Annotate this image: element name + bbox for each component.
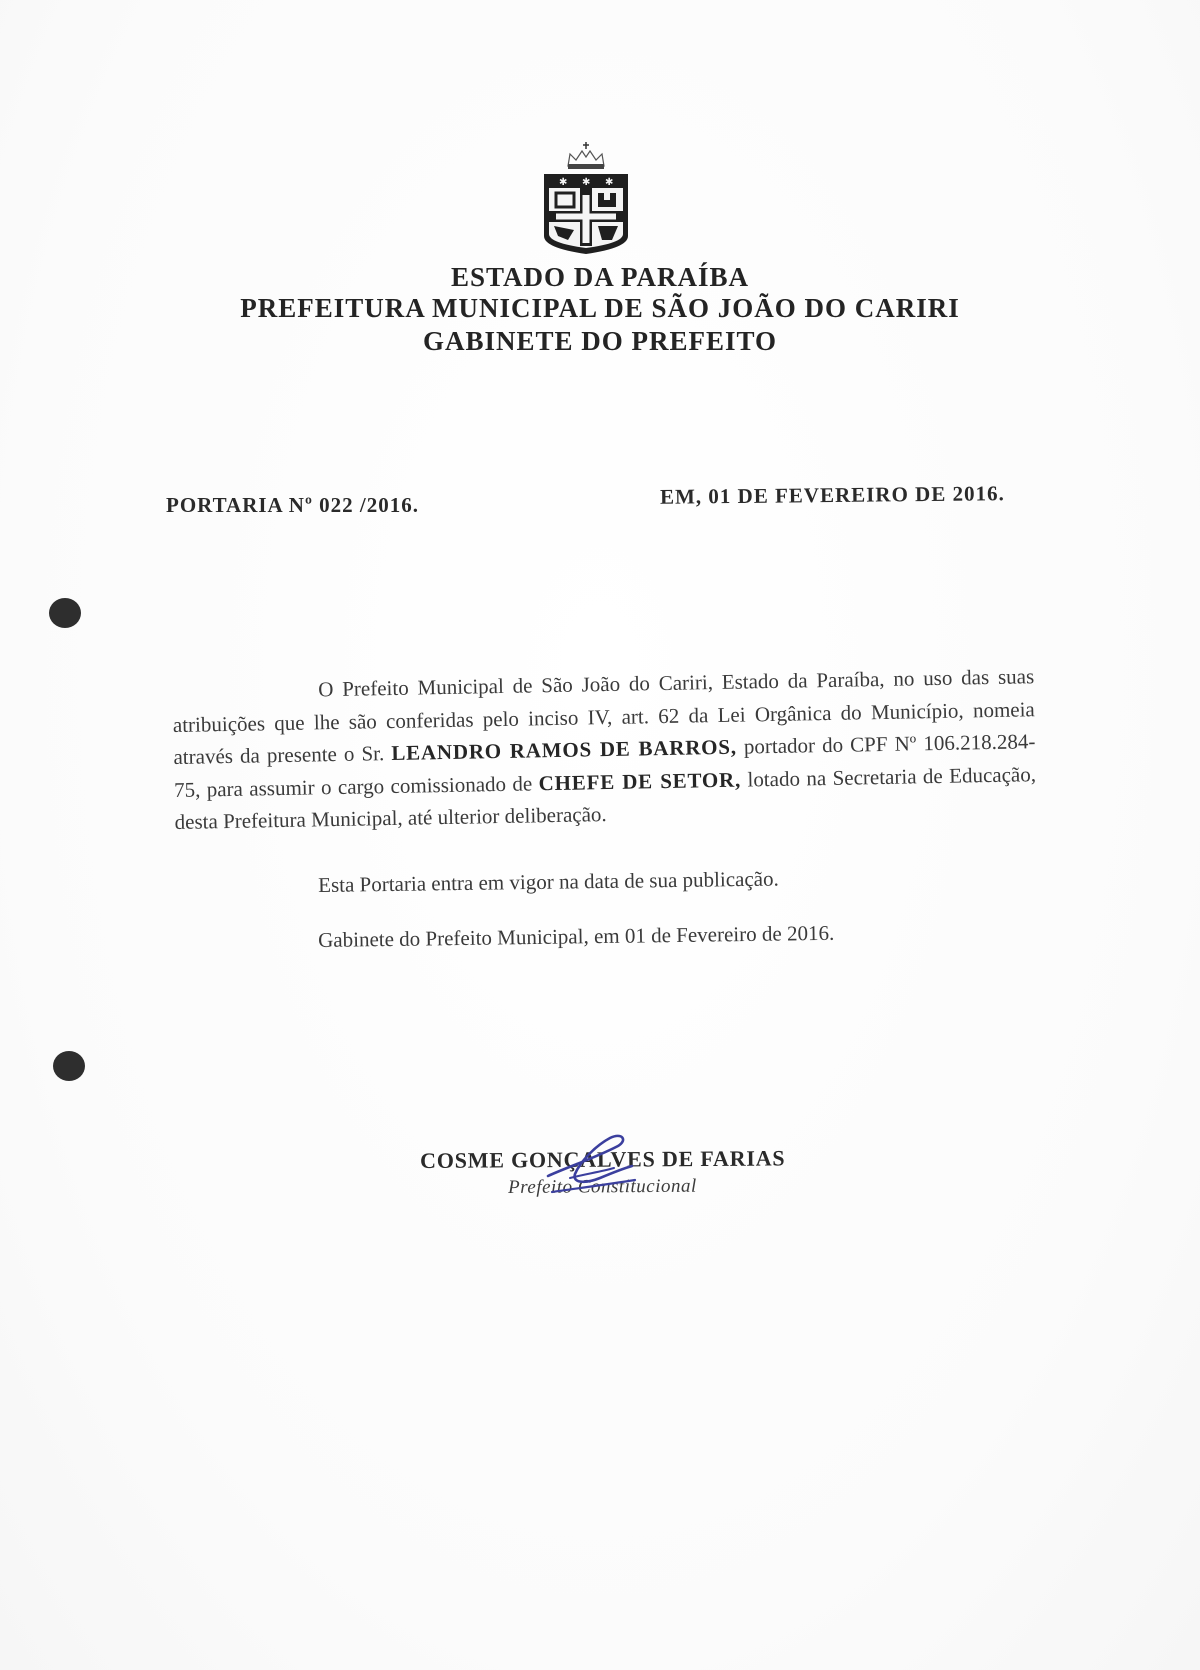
appointed-position: CHEFE DE SETOR,	[538, 767, 742, 795]
portaria-number: PORTARIA Nº 022 /2016.	[166, 493, 419, 517]
signatory-title: Prefeito Constitucional	[508, 1175, 697, 1198]
signatory-name: COSME GONÇALVES DE FARIAS	[420, 1145, 786, 1173]
body-part-3: lotado na Secretaria de Educação, desta Prefeitura Municipal, até ulterior deliberação.	[174, 761, 1037, 834]
document-date: EM, 01 DE FEVEREIRO DE 2016.	[659, 481, 1005, 509]
effective-clause: Esta Portaria entra em vigor na data de sua publicação.	[318, 866, 779, 897]
svg-text:✱: ✱	[582, 177, 591, 188]
closing-line: Gabinete do Prefeito Municipal, em 01 de Fevereiro de 2016.	[318, 920, 835, 952]
svg-text:✱: ✱	[605, 177, 614, 188]
appointment-paragraph	[172, 660, 1037, 838]
body-part-1: O Prefeito Municipal de São João do Cariri, Estado da Paraíba, no uso das suas atribuições que lhe são conferidas pelo inciso IV, art. 62 da Lei Orgânica do Município, nomeia através da presente o Sr.	[172, 664, 1035, 769]
handwritten-signature	[540, 1128, 640, 1208]
body-part-2: portador do CPF Nº 106.218.284-75, para assumir o cargo comissionado de	[173, 729, 1036, 802]
appointee-name: LEANDRO RAMOS DE BARROS,	[391, 734, 738, 765]
prefecture-heading: PREFEITURA MUNICIPAL DE SÃO JOÃO DO CARIRI	[240, 293, 960, 323]
coat-of-arms-icon	[538, 140, 634, 258]
svg-text:✱: ✱	[559, 177, 568, 188]
office-heading: GABINETE DO PREFEITO	[422, 326, 778, 356]
punch-hole-icon	[53, 1051, 85, 1081]
punch-hole-icon	[49, 598, 81, 628]
state-heading: ESTADO DA PARAÍBA	[450, 262, 750, 292]
